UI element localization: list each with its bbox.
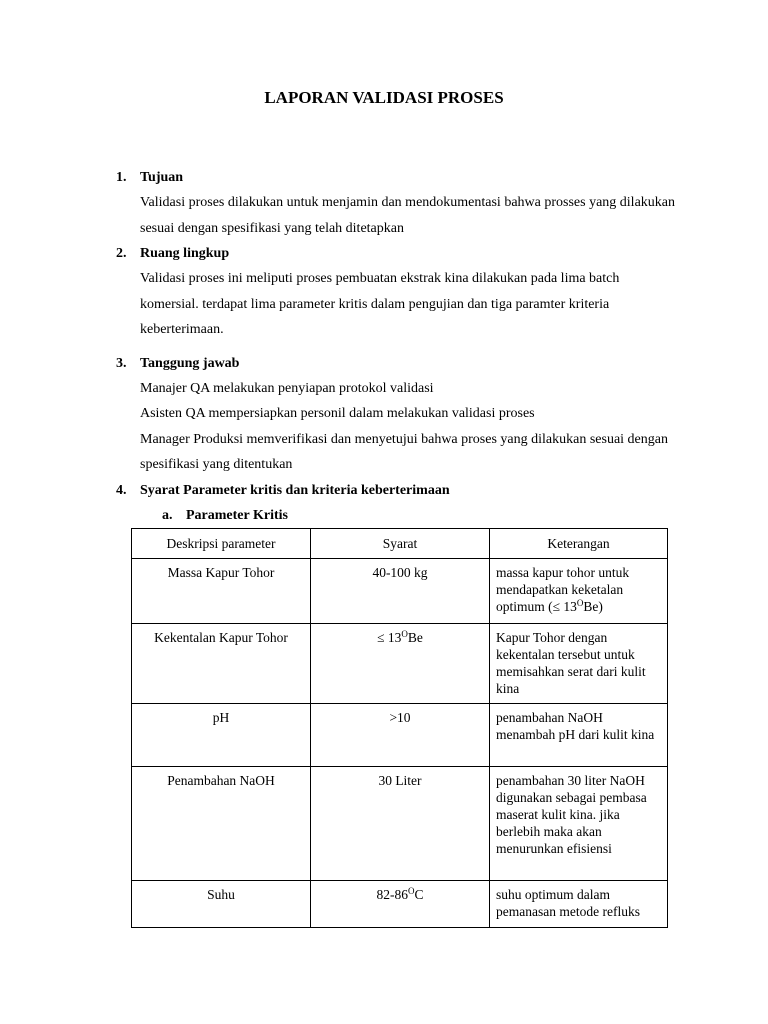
document-body [0, 165, 768, 528]
section-heading: Syarat Parameter kritis dan kriteria keberterimaan [140, 482, 450, 498]
section-number: 1. [116, 170, 127, 185]
table-header-row [132, 529, 668, 559]
section-tujuan [0, 165, 768, 241]
subsection-heading: Parameter Kritis [186, 507, 288, 523]
requirement-cell: ≤ $13^OBe$ [311, 624, 490, 704]
param-cell: Kekentalan Kapur Tohor [132, 624, 311, 704]
note-cell: Kapur Tohor dengan kekentalan tersebut untuk memisahkan serat dari kulit kina [490, 624, 668, 704]
section-paragraph: Manajer QA melakukan penyiapan protokol validasi [140, 380, 434, 396]
note-cell: penambahan NaOH menambah pH dari kulit kina [490, 704, 668, 767]
requirement-cell: 40-100 kg [311, 559, 490, 624]
section-number: 2. [116, 246, 127, 261]
table-row [132, 881, 668, 928]
table-header-cell: Keterangan [490, 529, 668, 559]
section-paragraph: Validasi proses ini meliputi proses pembuatan ekstrak kina dilakukan pada lima batch komersial. terdapat lima parameter kritis dalam pengujian dan tiga paramter kriteria keberterimaan. [140, 271, 620, 337]
section-heading: Ruang lingkup [140, 246, 230, 261]
section-heading: Tujuan [140, 170, 184, 185]
note-cell: penambahan 30 liter NaOH digunakan sebagai pembasa maserat kulit kina. jika berlebih maka akan menurunkan efisiensi [490, 767, 668, 881]
table-header-cell: Deskripsi parameter [132, 529, 311, 559]
section-paragraph: Validasi proses dilakukan untuk menjamin dan mendokumentasi bahwa prosses yang dilakukan sesuai dengan spesifikasi yang telah ditetapkan [140, 195, 676, 236]
section-syarat-parameter [0, 478, 768, 528]
section-tanggung-jawab [0, 351, 768, 478]
parameter-table [131, 528, 668, 928]
table-row [132, 704, 668, 767]
param-cell: Penambahan NaOH [132, 767, 311, 881]
note-cell: massa kapur tohor untuk mendapatkan keketalan optimum (≤ $13^OBe$) [490, 559, 668, 624]
requirement-cell: 30 Liter [311, 767, 490, 881]
section-number: 4. [116, 482, 127, 498]
param-cell: Suhu [132, 881, 311, 928]
param-cell: Massa Kapur Tohor [132, 559, 311, 624]
table-header-cell: Syarat [311, 529, 490, 559]
section-number: 3. [116, 355, 127, 371]
requirement-cell: $82-86^OC$ [311, 881, 490, 928]
table-row [132, 767, 668, 881]
table-row [132, 624, 668, 704]
subsection-parameter-kritis [0, 503, 768, 528]
note-cell: suhu optimum dalam pemanasan metode refluks [490, 881, 668, 928]
document-title: LAPORAN VALIDASI PROSES [264, 88, 504, 107]
param-cell: pH [132, 704, 311, 767]
subsection-letter: a. [162, 507, 173, 523]
section-paragraph: Asisten QA mempersiapkan personil dalam melakukan validasi proses [140, 406, 535, 421]
section-paragraph: Manager Produksi memverifikasi dan menyetujui bahwa proses yang dilakukan sesuai dengan spesifikasi yang ditentukan [140, 431, 668, 472]
section-ruang-lingkup [0, 241, 768, 343]
section-heading: Tanggung jawab [140, 355, 240, 371]
requirement-cell: >10 [311, 704, 490, 767]
table-row [132, 559, 668, 624]
